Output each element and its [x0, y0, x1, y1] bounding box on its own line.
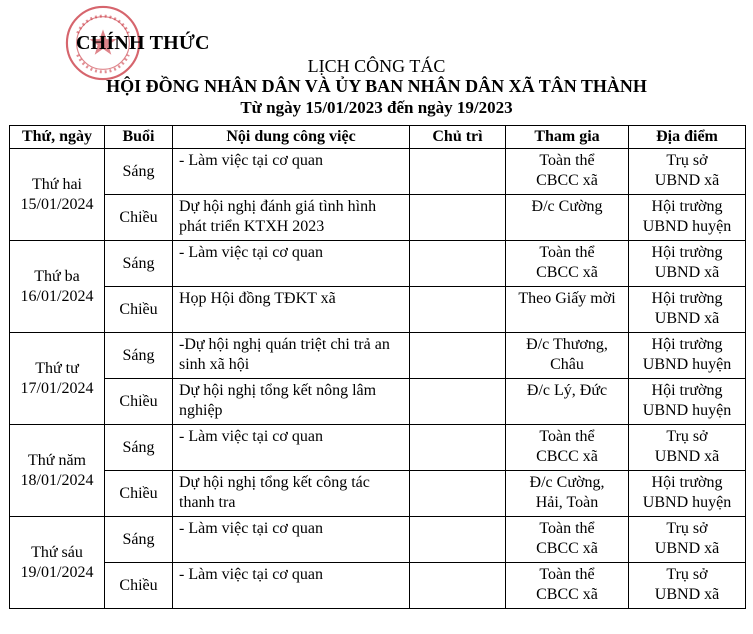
location-line: UBND xã: [654, 448, 720, 465]
participants-line: Đ/c Cường: [531, 198, 603, 215]
day-cell: [10, 517, 105, 609]
participants-line: Toàn thể: [539, 244, 595, 261]
column-header-location: Địa điểm: [629, 126, 746, 149]
column-header-day: Thứ, ngày: [10, 126, 105, 149]
column-header-participants: Tham gia: [506, 126, 629, 149]
participants-line: CBCC xã: [536, 448, 598, 465]
session-cell: Chiều: [105, 563, 173, 609]
chair-cell: [410, 287, 506, 333]
table-header-row: [10, 126, 746, 149]
participants-line: CBCC xã: [536, 586, 598, 603]
location-line: Hội trường: [651, 244, 723, 261]
participants-line: Theo Giấy mời: [518, 290, 616, 307]
day-date: 19/01/2024: [20, 563, 94, 581]
day-date: 16/01/2024: [20, 287, 94, 305]
content-cell: - Làm việc tại cơ quan: [173, 517, 410, 563]
content-cell: Dự hội nghị đánh giá tình hình phát triển KTXH 2023: [173, 195, 410, 241]
location-cell: [629, 517, 746, 563]
location-line: UBND xã: [654, 586, 720, 603]
location-line: Trụ sở: [666, 520, 708, 537]
chair-cell: [410, 379, 506, 425]
location-cell: [629, 195, 746, 241]
day-name: Thứ sáu: [31, 543, 83, 561]
location-line: UBND huyện: [642, 494, 732, 511]
content-cell: Dự hội nghị tổng kết công tác thanh tra: [173, 471, 410, 517]
session-cell: Chiều: [105, 379, 173, 425]
location-line: UBND huyện: [642, 402, 732, 419]
schedule-title: LỊCH CÔNG TÁC: [307, 56, 446, 76]
location-line: UBND huyện: [642, 356, 732, 373]
location-cell: [629, 425, 746, 471]
content-cell: Dự hội nghị tổng kết nông lâm nghiệp: [173, 379, 410, 425]
table-row: [10, 195, 746, 241]
participants-line: Hải, Toàn: [535, 494, 599, 511]
table-row: [10, 333, 746, 379]
column-header-chair: Chủ trì: [410, 126, 506, 149]
day-date: 15/01/2024: [20, 195, 94, 213]
session-cell: Sáng: [105, 517, 173, 563]
location-line: Hội trường: [651, 382, 723, 399]
location-line: Trụ sở: [666, 428, 708, 445]
day-cell: [10, 333, 105, 425]
table-row: [10, 379, 746, 425]
location-line: Hội trường: [651, 198, 723, 215]
chair-cell: [410, 563, 506, 609]
participants-cell: [506, 241, 629, 287]
day-date: 17/01/2024: [20, 379, 94, 397]
location-cell: [629, 379, 746, 425]
session-cell: Sáng: [105, 149, 173, 195]
participants-line: CBCC xã: [536, 172, 598, 189]
participants-line: Toàn thể: [539, 152, 595, 169]
work-schedule-table: [9, 125, 746, 609]
location-cell: [629, 241, 746, 287]
participants-cell: [506, 379, 629, 425]
location-line: Trụ sở: [666, 152, 708, 169]
participants-cell: [506, 471, 629, 517]
table-row: [10, 287, 746, 333]
location-line: UBND xã: [654, 172, 720, 189]
participants-cell: [506, 333, 629, 379]
participants-cell: [506, 195, 629, 241]
content-cell: - Làm việc tại cơ quan: [173, 149, 410, 195]
organization-title: HỘI ĐỒNG NHÂN DÂN VÀ ỦY BAN NHÂN DÂN XÃ TÂN THÀNH: [106, 76, 647, 96]
day-cell: [10, 241, 105, 333]
chair-cell: [410, 425, 506, 471]
participants-cell: [506, 425, 629, 471]
participants-line: Toàn thể: [539, 428, 595, 445]
location-line: UBND xã: [654, 540, 720, 557]
day-cell: [10, 149, 105, 241]
session-cell: Sáng: [105, 425, 173, 471]
location-line: Hội trường: [651, 474, 723, 491]
location-line: Hội trường: [651, 336, 723, 353]
day-name: Thứ năm: [28, 451, 86, 469]
participants-cell: [506, 563, 629, 609]
content-cell: Họp Hội đồng TĐKT xã: [173, 287, 410, 333]
participants-line: Châu: [550, 356, 584, 373]
session-cell: Chiều: [105, 471, 173, 517]
participants-cell: [506, 517, 629, 563]
participants-line: Đ/c Lý, Đức: [526, 382, 608, 399]
day-name: Thứ hai: [32, 175, 82, 193]
participants-line: Đ/c Cường,: [529, 474, 605, 491]
session-cell: Sáng: [105, 333, 173, 379]
official-label: CHÍNH THỨC: [76, 32, 210, 54]
day-name: Thứ ba: [34, 267, 80, 285]
chair-cell: [410, 333, 506, 379]
location-line: UBND xã: [654, 310, 720, 327]
location-cell: [629, 149, 746, 195]
participants-cell: [506, 149, 629, 195]
day-cell: [10, 425, 105, 517]
column-header-content: Nội dung công việc: [173, 126, 410, 149]
location-cell: [629, 471, 746, 517]
participants-line: Toàn thể: [539, 520, 595, 537]
location-line: Trụ sở: [666, 566, 708, 583]
location-line: UBND huyện: [642, 218, 732, 235]
day-date: 18/01/2024: [20, 471, 94, 489]
session-cell: Chiều: [105, 287, 173, 333]
column-header-session: Buổi: [105, 126, 173, 149]
day-name: Thứ tư: [35, 359, 79, 377]
session-cell: Sáng: [105, 241, 173, 287]
location-line: UBND xã: [654, 264, 720, 281]
participants-line: Đ/c Thương,: [526, 336, 608, 353]
participants-cell: [506, 287, 629, 333]
table-row: [10, 517, 746, 563]
content-cell: - Làm việc tại cơ quan: [173, 241, 410, 287]
table-row: [10, 149, 746, 195]
table-row: [10, 471, 746, 517]
chair-cell: [410, 471, 506, 517]
location-line: Hội trường: [651, 290, 723, 307]
table-row: [10, 241, 746, 287]
location-cell: [629, 287, 746, 333]
participants-line: Toàn thể: [539, 566, 595, 583]
chair-cell: [410, 517, 506, 563]
location-cell: [629, 563, 746, 609]
session-cell: Chiều: [105, 195, 173, 241]
chair-cell: [410, 149, 506, 195]
participants-line: CBCC xã: [536, 540, 598, 557]
content-cell: - Làm việc tại cơ quan: [173, 425, 410, 471]
table-row: [10, 563, 746, 609]
chair-cell: [410, 241, 506, 287]
location-cell: [629, 333, 746, 379]
participants-line: CBCC xã: [536, 264, 598, 281]
chair-cell: [410, 195, 506, 241]
date-range: Từ ngày 15/01/2023 đến ngày 19/2023: [240, 98, 513, 117]
content-cell: - Làm việc tại cơ quan: [173, 563, 410, 609]
table-row: [10, 425, 746, 471]
content-cell: -Dự hội nghị quán triệt chi trả an sinh xã hội: [173, 333, 410, 379]
